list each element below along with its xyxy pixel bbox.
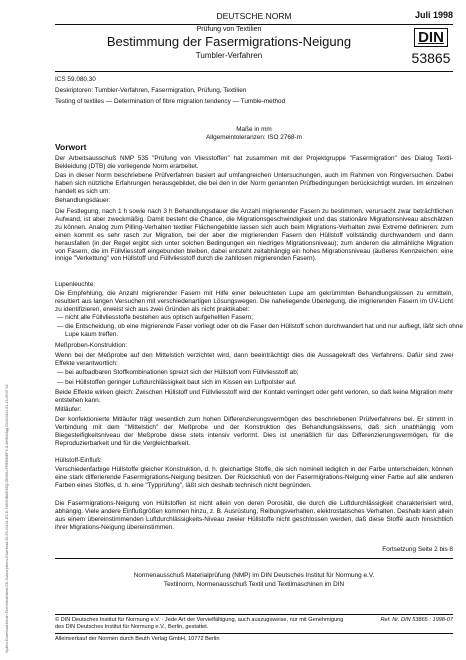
bottom-rule	[55, 633, 453, 634]
paragraph: Verschiedenfarbige Hüllstoffe gleicher Konstruktion, d. h. gleichartige Stoffe, die sich nominell lediglich in der Farbe unterscheiden, können eine stark differierende Fasermigrations-Neigung besitzen. Der Rückschluß von der Fasermigrations-Neigung einer Farbe auf alle anderen Farben eines Stoffes, d. h. eine "Typprüfung", läßt sich deshalb technisch nicht begründen.	[55, 466, 453, 489]
tolerance-note: Allgemeintoleranzen: ISO 2768-m	[206, 134, 302, 141]
publication-date: Juli 1998	[414, 10, 453, 20]
paragraph: Der konfektionierte Mitläufer trägt wesentlich zum hohen Differenzierungsvermögen des beschriebenen Prüfverfahrens bei. Er stimmt in Verbindung mit dem "Mittelstich" der Meßprobe und der Konstruktion des Behandlungskissens, daß sich unabhängig vom Biegesteifigkeitsniveau der Meßprobe diese stets intensiv verformt. Dies ist unerläßlich für das Differenzierungsvermögen, für die Reproduzierbarkeit und für die Vergleichbarkeit.	[55, 416, 453, 447]
copyright-notice: © DIN Deutsches Institut für Normung e.V. · Jede Art der Vervielfältigung, auch auszugsweise, nur mit Genehmigung des DIN Deutsches Institut für Normung e.V., Berlin, gestattet.	[55, 617, 344, 630]
dimensions-note: Maße in mm	[236, 126, 272, 133]
top-bar	[55, 10, 453, 24]
pre-title: Prüfung von Textilien	[196, 26, 262, 33]
continuation-note: Fortsetzung Seite 2 bis 8	[382, 546, 453, 553]
ics-code: ICS 59.080.30	[55, 76, 96, 83]
committee-rule	[55, 558, 453, 559]
bullet-item: — bei Hüllstoffen geringer Luftdurchlässigkeit baut sich im Kissen ein Luftpolster auf.	[57, 379, 297, 386]
paragraph: Die Festlegung, nach 1 h sowie nach 3 h Behandlungsdauer die Anzahl migrierender Fasern zu bestimmen, verursacht zwar beträchtlichen Aufwand, ist aber zweckmäßig. Damit besteht die Chance, die Migrationsgeschwindigkeit und das stationäre Migrationsniveau abschätzen zu können. Analog zum Pilling-Verhalten textiler Flächengebilde lassen sich auch beim Migrations-Verhalten zwei Extreme definieren: zum einen kommt es sehr rasch zur Migration, bei der aber die migrierenden Fasern den Hüllstoff vollständig durchwandern und dann herausfallen (in der Regel ergibt sich unter solchen Bedingungen ein niedriges Migrationsniveau); zum anderen die allmähliche Migration von Fasern, die im Füllvliesstoff eingebunden bleiben, dabei entsteht zeitabhängig ein hohes Migrationsniveau (äußeres Kennzeichen: eine innige "Verkettung" von Hüllstoff und Füllvliesstoff durch die zahllosen migrierenden Fasern).	[55, 208, 453, 263]
subheading: Behandlungsdauer:	[55, 197, 111, 204]
din-number: 53865	[411, 50, 451, 66]
committee-line: Textilnorm, Normenausschuß Textil und Textilmaschinen im DIN	[163, 581, 345, 588]
bullet-item: — die Entscheidung, ob eine migrierende Faser vorliegt oder ob die Faser den Hüllstoff schon durchwandert hat und nur aufliegt, läßt sich ohne Lupe kaum treffen.	[57, 323, 463, 338]
title-rule	[55, 71, 453, 72]
subheading: Mitläufer:	[55, 406, 82, 413]
bullet-item: — bei aufbadbaren Stoffkombinationen spreizt sich der Hüllstoff vom Füllvliesstoff ab;	[57, 369, 299, 376]
document-title: Bestimmung der Fasermigrations-Neigung	[106, 34, 352, 49]
paragraph: Der Arbeitsausschuß NMP 535 "Prüfung von Vliesstoffen" hat zusammen mit der Projektgruppe "Fasermigration" des Dialog Textil-Bekleidung (DTB) die vorliegende Norm erarbeitet.	[55, 155, 453, 170]
din-logo: DIN	[414, 28, 448, 47]
sales-notice: Alleinverkauf der Normen durch Beuth Verlag GmbH, 10772 Berlin	[55, 636, 220, 642]
bullet-item: — nicht alle Füllvliesstoffe bestehen aus optisch aufgehellten Fasern;	[57, 314, 253, 321]
din-badge	[409, 28, 453, 66]
document-subtitle: Tumbler-Verfahren	[195, 51, 263, 60]
paragraph: Die Fasermigrations-Neigung von Hüllstoffen ist nicht allein von deren Porosität, die durch die Luftdurchlässigkeit charakterisiert wird, abhängig. Viele andere Einflußgrößen kommen hinzu, z. B. Ausrüstung, Reibungsverhalten, elektrostatisches Verhalten. Deshalb kann allein aus einem übereinstimmenden Luftdurchlässigkeits-Niveau zweier Hüllstoffe nicht geschlossen werden, daß diese Stoffe auch hinsichtlich ihrer Migrations-Neigung übereinstimmen.	[55, 500, 453, 531]
descriptors: Deskriptoren: Tumbler-Verfahren, Fasermigration, Prüfung, Textilien	[55, 87, 247, 94]
subheading: Lupenleuchte:	[55, 281, 96, 288]
side-watermark-text: Sydlex-Download-Beuth-Tech/Ideal/Ideal-GK-Subscriptions-Download-ID-Z9-44101-ES-D-Ya5VUBb5r9ZQ-GB9SU-FREEBIEFY-I1JbHB4Oqq-DI#2/2024-03-13-09:07:42	[5, 384, 9, 653]
paragraph: Das in dieser Norm beschriebene Prüfverfahren basiert auf umfangreichen Untersuchungen, auch im Rahmen von Ringversuchen. Dabei haben sich nützliche Erfahrungen herausgebildet, die bei den in der Norm genannten Prüfbedingungen berücksichtigt wurden. Im einzelnen handelt es sich um:	[55, 172, 453, 195]
section-heading: Vorwort	[55, 142, 87, 152]
footer-rule	[55, 614, 453, 615]
title-block	[55, 24, 453, 71]
document-page	[55, 0, 463, 660]
paragraph: Wenn bei der Meßprobe auf den Mittelstich verzichtet wird, dann beeinträchtigt dies die Aussagekraft des Verfahrens. Dafür sind zwei Effekte verantwortlich:	[55, 352, 453, 367]
paragraph: Die Empfehlung, die Anzahl migrierender Fasern mit Hilfe einer beleuchteten Lupe am gekrümmten Behandlungskissen zu ermitteln, resultiert aus langen Versuchen mit verschiedenartigen Lösungswegen. Die naheliegende Überlegung, die migrierenden Fasern im UV-Licht zu identifizieren, erweist sich aus zwei Gründen als nicht praktikabel:	[55, 290, 453, 313]
subheading: Meßproben-Konstruktion:	[55, 342, 128, 349]
english-title: Testing of textiles — Determination of fibre migration tendency — Tumble-method	[55, 98, 286, 105]
committee-line: Normenausschuß Materialprüfung (NMP) im DIN Deutsches Institut für Normung e.V.	[133, 572, 375, 579]
paragraph: Beide Effekte wirken gleich: Zwischen Hüllstoff und Füllvliesstoff wird der Kontakt verringert oder geht verloren, so daß keine Migration mehr entstehen kann.	[55, 389, 453, 404]
reference-number: Ref. Nr. DIN 53865 : 1998-07	[380, 617, 453, 623]
norm-type-label: DEUTSCHE NORM	[216, 11, 292, 21]
subheading: Hüllstoff-Einfluß:	[55, 457, 102, 464]
